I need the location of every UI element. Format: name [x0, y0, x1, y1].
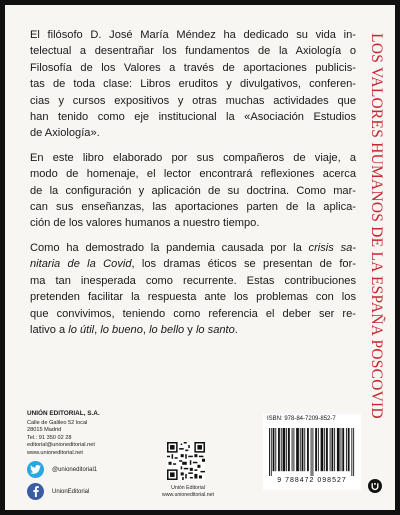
publisher-address-line2: 28015 Madrid	[27, 427, 62, 434]
publisher-email[interactable]: editorial@unioneditorial.net	[27, 442, 95, 449]
publisher-info	[27, 410, 147, 458]
text-run: ,	[94, 323, 101, 336]
text-line: tas de toda clase: Libros eruditos y divulgativos, conferen-	[30, 78, 356, 91]
spine-title-text: LOS VALORES HUMANOS DE LA ESPAÑA POSCOVID	[368, 33, 385, 419]
text-line: pretenden facilitar la respuesta ante los problemas con los	[30, 291, 356, 304]
qr-caption-url: www.unioneditorial.net	[162, 492, 214, 498]
paragraph-3	[30, 240, 356, 338]
text-run: Como ha demostrado la pandemia causada por la	[30, 241, 309, 254]
text-line: de la configuración y aplicación de su doctrina. Como mar-	[30, 184, 356, 197]
publisher-website[interactable]: www.unioneditorial.net	[27, 449, 83, 456]
text-line: modo de homenaje, el lector encontrará reflexiones acerca	[30, 168, 356, 181]
qr-code[interactable]	[167, 442, 205, 480]
italic-run: lo útil	[68, 323, 95, 336]
qr-caption	[145, 485, 231, 499]
barcode-number: 9 788472 098527	[277, 477, 347, 484]
barcode	[269, 428, 355, 476]
italic-run: lo santo	[195, 323, 235, 336]
text-line	[30, 256, 356, 272]
text-line: En este libro elaborado por sus compañeros de viaje, a	[30, 151, 356, 164]
text-line: can sus enseñanzas, las aportaciones parten de la aplica-	[30, 201, 356, 214]
book-back-cover	[5, 5, 395, 510]
publisher-name: UNIÓN EDITORIAL, S.A.	[27, 410, 100, 417]
italic-run: lo bello	[149, 323, 185, 336]
text-line	[30, 240, 356, 256]
text-run: lativo a	[30, 323, 69, 336]
text-line: de Axiología».	[30, 127, 100, 140]
publisher-address-line1: Calle de Galileo 52 local	[27, 419, 88, 426]
twitter-bird-glyph	[30, 465, 41, 474]
text-run: .	[234, 323, 238, 336]
synopsis	[30, 27, 356, 346]
text-line: cias y cursos expositivos y otras muchas actividades que	[30, 94, 356, 107]
text-line: El filósofo D. José María Méndez ha dedicado su vida in-	[30, 29, 356, 41]
text-line: han tenido como eje institucional la «Asociación Estudios	[30, 111, 356, 124]
text-line: telectual a desentrañar los fundamentos de la Axiología o	[30, 45, 356, 58]
qr-caption-name: Unión Editorial	[171, 485, 205, 491]
spine-title	[363, 33, 389, 419]
paragraph-2	[30, 150, 356, 232]
text-line: ción de los valores humanos a nuestro tiempo.	[30, 217, 260, 230]
text-run: y	[184, 323, 196, 336]
publisher-phone: Tel.: 91 350 02 28	[27, 434, 72, 441]
barcode-block	[263, 414, 361, 490]
facebook-icon	[27, 483, 44, 500]
italic-run: crisis sa-	[308, 241, 356, 254]
italic-run: lo bueno	[100, 323, 143, 336]
isbn-label: ISBN: 978-84-7209-852-7	[267, 416, 336, 422]
twitter-handle: @unioneditorial1	[52, 466, 98, 473]
facebook-handle: UnionEditorial	[52, 488, 90, 495]
text-line: que convivimos, teniendo como referencia el deber ser re-	[30, 307, 356, 320]
text-line	[30, 322, 356, 338]
text-run: ,	[142, 323, 150, 336]
paragraph-1	[30, 27, 356, 142]
text-run: , los dramas éticos se presentan de for-	[131, 258, 356, 271]
text-line: ma tan inesperada como recurrente. Estas contribuciones	[30, 274, 356, 287]
twitter-row[interactable]	[27, 461, 167, 478]
italic-run: nitaria de la Covid	[30, 258, 132, 271]
publisher-logo-icon	[368, 479, 382, 493]
text-line: Filosofía de los Valores a través de aportaciones publicis-	[30, 61, 356, 74]
twitter-icon	[27, 461, 44, 478]
facebook-f-glyph	[33, 486, 39, 497]
